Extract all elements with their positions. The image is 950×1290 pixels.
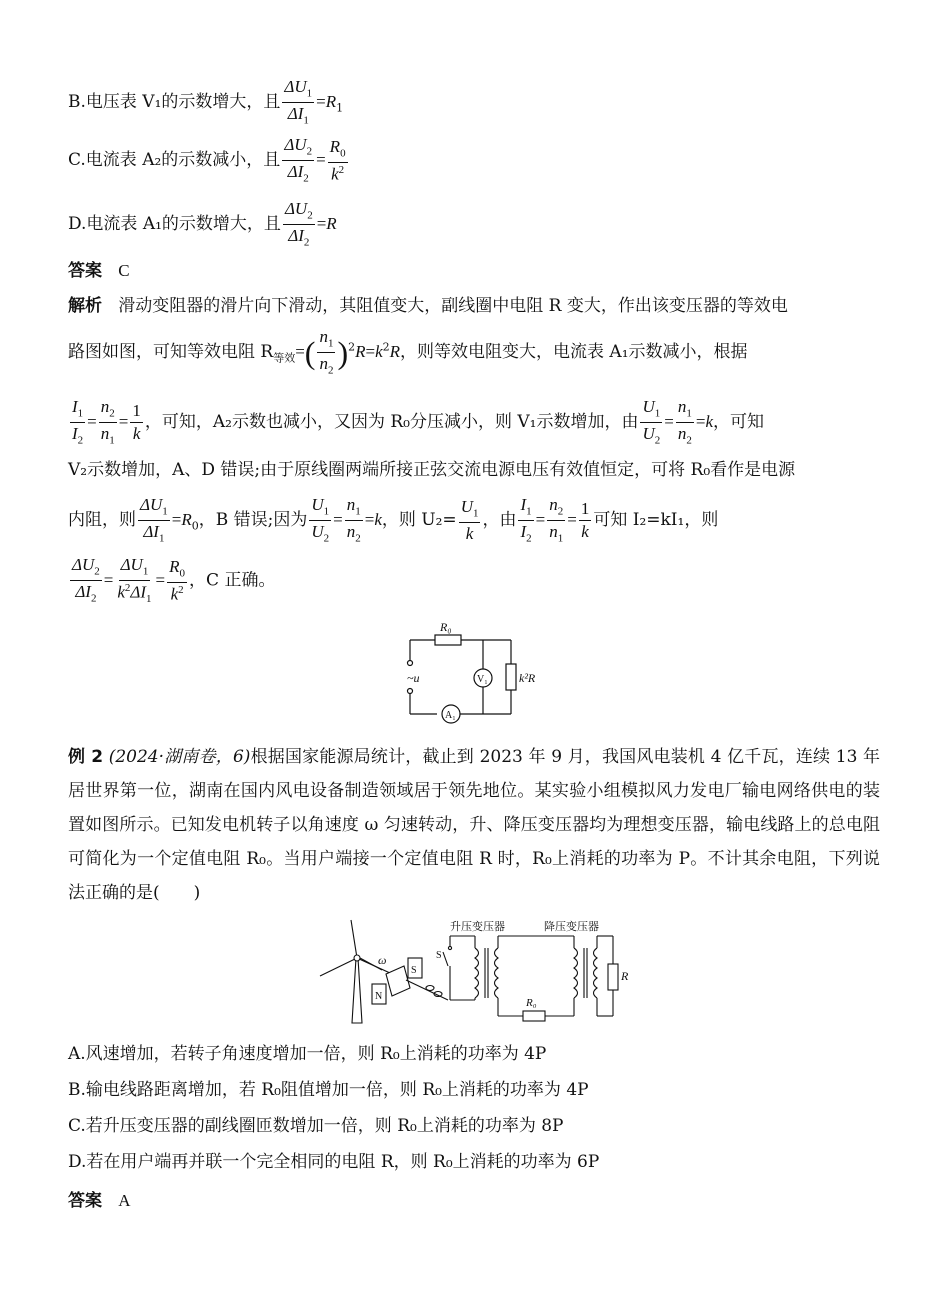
analysis-line-3: $\frac{I_1}{I_2}$ = $\frac{n_2}{n_1}$ = $\frac{1}{k}$ ，可知，A₂示数也减小，又因为 R₀分压减小，则 V₁示数增加，由 $\frac{U_1}{U_2}$ = $\frac{n_1}{n_2}$ =k，可知 [72,397,764,447]
svg-text:A₁: A₁ [445,710,456,721]
answer-value: C [118,261,130,280]
answer-2-value: A [118,1191,131,1210]
svg-text:降压变压器: 降压变压器 [544,921,599,933]
option-c: C.电流表 A₂的示数减小，且 $\frac{\Delta U_2}{\Delta I_2}$ = $\frac{R_0}{k^2}$ [68,135,346,185]
example-text: 根据国家能源局统计，截止到 2023 年 9 月，我国风电装机 4 亿千瓦，连续 13 年居世界第一位，湖南在国内风电设备制造领域居于领先地位。某实验小组模拟风力发电厂输电网络供电的装置如图所示。已知发电机转子以角速度 ω 匀速转动，升、降压变压器均为理想变压器，输电线路上的总电阻可简化为一个定值电阻 R₀。当用户端接一个定值电阻 R 时，R₀上消耗的功率为 P。不计其余电阻，下列说法正确的是( ) [68,747,881,903]
turbine-hub [354,955,360,961]
wind-power-transmission-figure [318,918,648,1030]
svg-text:升压变压器: 升压变压器 [450,921,505,933]
step-down-secondary-coil [594,948,598,998]
option-2-b: B.输电线路距离增加，若 R₀阻值增加一倍，则 R₀上消耗的功率为 4P [68,1080,589,1100]
svg-text:~u: ~u [407,671,420,685]
turbine-tower [352,958,362,1023]
r0-resistor [435,635,461,645]
svg-text:ω: ω [378,953,387,967]
svg-text:N: N [375,991,383,1002]
option-2-c: C.若升压变压器的副线圈匝数增加一倍，则 R₀上消耗的功率为 8P [68,1116,564,1136]
step-up-secondary-coil [495,948,499,998]
option-2-d: D.若在用户端再并联一个完全相同的电阻 R，则 R₀上消耗的功率为 6P [68,1152,600,1172]
answer-label: 答案 [68,261,102,281]
svg-text:S: S [411,965,417,976]
step-up-primary-coil [475,948,479,998]
svg-text:R₀: R₀ [440,620,452,634]
svg-text:k²R: k²R [519,671,536,685]
option-b: B.电压表 V₁的示数增大，且 $\frac{\Delta U_1}{\Delta I_1}$ $=R_1$ [68,77,344,127]
answer-2 [68,1192,131,1210]
answer-2-label: 答案 [68,1191,102,1211]
option-d: D.电流表 A₁的示数增大，且 $\frac{\Delta U_2}{\Delta I_2}$ =R [68,199,337,249]
svg-text:S: S [436,950,442,961]
option-2-a: A.风速增加，若转子角速度增加一倍，则 R₀上消耗的功率为 4P [68,1044,547,1064]
example-source: (2024·湖南卷，6) [108,747,251,767]
svg-text:R₀: R₀ [526,997,537,1009]
step-down-primary-coil [574,948,578,998]
analysis-line-1: 解析 滑动变阻器的滑片向下滑动，其阻值变大，副线圈中电阻 R 变大，作出该变压器的等效电 [68,296,788,316]
example-2 [68,740,880,910]
example-label: 例 2 [68,747,104,767]
answer-1 [68,262,130,280]
svg-text:V₁: V₁ [477,674,488,685]
turbine-blade [320,958,357,976]
analysis-label: 解析 [68,296,102,316]
option-c-text: C.电流表 A₂的示数减小，且 [68,149,281,170]
analysis-line-6: $\frac{\Delta U_2}{\Delta I_2}$ = $\frac{\Delta U_1}{k^2\Delta I_1}$ = $\frac{R_0}{k^2}$ ，C 正确。 [72,555,276,605]
rotor-coil [386,966,410,996]
line-resistor-r0 [523,1011,545,1021]
load-resistor [506,664,516,690]
analysis-line-4: V₂示数增加，A、D 错误;由于原线圈两端所接正弦交流电源电压有效值恒定，可将 R₀看作是电源 [68,460,796,480]
svg-text:R: R [621,969,629,983]
equivalent-circuit-diagram [395,618,555,730]
analysis-line-5: 内阻，则 $\frac{\Delta U_1}{\Delta I_1}$ $=R_0$，B 错误;因为 $\frac{U_1}{U_2}$ = $\frac{n_1}{n_2}$ =k，则 U₂= $\frac{U_1}{k}$ ，由 $\frac{I_1}{I_2}$ = $\frac{n_2}{n_1}$ = $\frac{1}{k}$ 可知 I₂=kI₁，则 [68,495,719,545]
user-resistor-r [608,964,618,990]
option-b-text: B.电压表 V₁的示数增大，且 [68,91,281,112]
option-d-text: D.电流表 A₁的示数增大，且 [68,213,281,234]
analysis-line-2: 路图如图，可知等效电阻 $R_{等效}=$( $\frac{n_1}{n_2}$ )$^2R=k^2R$，则等效电阻变大，电流表 A₁示数减小，根据 [68,327,748,377]
turbine-blade [351,920,357,958]
